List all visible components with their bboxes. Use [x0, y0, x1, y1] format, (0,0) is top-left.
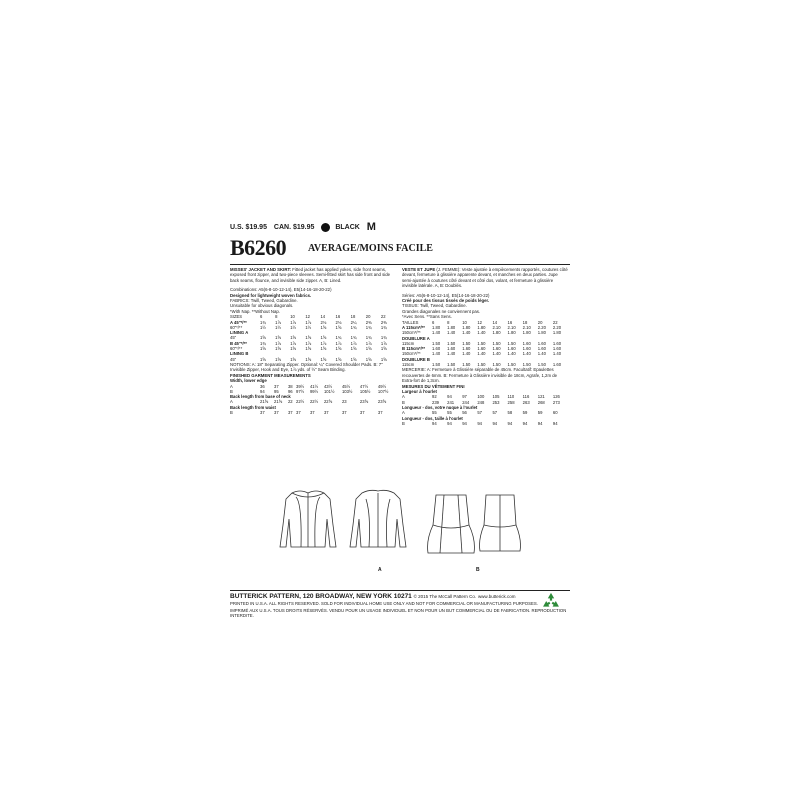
tailles-header-row: TAILLES 6 8 10 12 14 16 18 20 22	[402, 319, 558, 325]
table-row: 60"*/** 1⅝ 1⅝ 1⅝ 1⅝ 1⅝ 1⅝ 1⅝ 1⅝ 1⅝	[230, 346, 387, 352]
jacket-front-drawing	[280, 491, 336, 547]
diagonals: Grandes diagonales ne conviennent pas.	[402, 308, 481, 314]
yardage-table-en	[230, 314, 396, 362]
yardage-table-fr	[402, 320, 568, 368]
table-row: 45" 1⅝ 1⅝ 1⅝ 1⅝ 1⅝ 1¾ 1¾ 1¾ 1¾	[230, 335, 387, 341]
back-neck-title: Back length from base of neck	[230, 394, 291, 400]
table-row: A 92 94 97 100 105 110 116 121 126	[402, 394, 560, 400]
width-title: Width, lower edge	[230, 378, 267, 384]
table-row: A 45"*/** 1¾ 1⅞ 1⅞ 1⅞ 2⅛ 2⅛ 2¼ 2⅜ 2⅜	[230, 319, 387, 325]
technical-drawings	[270, 485, 530, 605]
table-row: 115cm 1.50 1.50 1.50 1.50 1.50 1.50 1.50 1.50 1.60	[402, 362, 562, 368]
header-divider	[230, 264, 570, 265]
size-code: M	[366, 221, 376, 233]
description-en: Fitted jacket has applied yokes, side front seams, exposed front zipper, and two-piece sleeves. Semi-fitted skirt has side front and side back seams, flounce, and invisible side zipper. A, B: Lined.	[230, 267, 391, 283]
sens-note: *Avec Sens. **Sans Sens.	[402, 314, 452, 320]
website: www.butterick.com	[477, 594, 516, 599]
title-fr: VESTE ET JUPE	[402, 267, 436, 272]
lining-a-label: LINING A	[230, 330, 249, 336]
publisher: BUTTERICK PATTERN, 120 BROADWAY, NEW YORK 10271	[230, 593, 412, 600]
table-row: A 21⅝ 21⅝ 22 22½ 22½ 22⅝ 23 23⅝ 23⅝	[230, 399, 387, 405]
combinations: Combinations: A5(6-8-10-12-14), E5(14-16-18-20-22)	[230, 287, 332, 293]
back-waist-title: Back length from waist	[230, 404, 276, 410]
table-row: B 115cm*/** 1.60 1.60 1.60 1.60 1.60 1.60 1.60 1.60 1.60	[402, 346, 562, 352]
table-row: B 239 241 244 248 253 258 263 268 273	[402, 399, 560, 405]
pattern-back-sheet	[230, 215, 570, 573]
table-row: B 94 94 94 94 94 94 94 94 94	[402, 420, 558, 426]
mesures-title: MESURES DU VÊTEMENT FINI	[402, 383, 465, 389]
table-row: 150cm*/** 1.40 1.40 1.40 1.40 1.80 1.80 1.80 1.80 1.80	[402, 330, 562, 336]
price-us: U.S. $19.95	[230, 223, 267, 231]
longueur-neck-title: Longueur - dos, votre nuque à l'ourlet	[402, 404, 478, 410]
fabrics: FABRICS: Twill, Tweed, Gabardine.	[230, 298, 298, 304]
garment-line-drawings	[270, 485, 530, 575]
pattern-number: B6260	[230, 235, 287, 260]
table-row: B 37 37 37 37 37 37 37 37 37	[230, 410, 383, 416]
sizes-header-row: SIZES 6 8 10 12 14 16 18 20 22	[230, 314, 386, 320]
lining-b-label: LINING B	[230, 351, 249, 357]
table-row: A 36 37 38 39½ 41½ 43½ 45½ 47½ 49½	[230, 383, 387, 389]
table-row: A 115cm*/** 1.80 1.80 1.80 1.80 2.10 2.10 2.10 2.20 2.20	[402, 324, 562, 330]
designed-for: Designed for lightweight woven fabrics.	[230, 292, 312, 298]
skirt-back-drawing	[480, 495, 521, 551]
tissus: TISSUS: Twill, Tweed, Gabardine.	[402, 303, 467, 309]
rights-fr: IMPRIMÉ AUX U.S.A. TOUS DROITS RÉSERVÉS. VENDU POUR UN USAGE INDIVIDUEL ET NON POUR UN BUT COMMERCIAL OU DE FABRICATION. REPRODUCTION INTERDITE.	[230, 607, 567, 619]
copyright: © 2015 The McCall Pattern Co.	[413, 594, 477, 599]
table-row: B 45"*/** 1¾ 1⅞ 1⅞ 1⅞ 1⅞ 1⅞ 1⅞ 1⅞ 1⅞	[230, 340, 387, 346]
doublure-b-label: DOUBLURE B	[402, 356, 430, 362]
title-fr-sub: (J. FEMME):	[436, 267, 461, 272]
skirt-front-drawing	[428, 495, 475, 553]
notions: NOTIONS: A: 18" Separating Zipper. Optional: ¼" Covered Shoulder Pads. B: 7" Invisible Zipper, Hook and Eye, 1⅞ yds. of ½" Seam Binding.	[230, 361, 383, 373]
series: Séries: A5(6-8-10-12-14), E5(14-16-18-20-22)	[402, 292, 490, 298]
table-row: 45" 1⅝ 1⅝ 1⅝ 1⅝ 1⅝ 1⅝ 1⅝ 1⅝ 1⅝	[230, 356, 387, 362]
created-for: Créé pour des tissus tissés de poids léger.	[402, 298, 490, 304]
finished-measurements-title: FINISHED GARMENT MEASUREMENTS	[230, 372, 311, 378]
title-en: MISSES' JACKET AND SKIRT:	[230, 267, 292, 272]
table-row: 115cm 1.50 1.50 1.50 1.50 1.50 1.50 1.60 1.60 1.60	[402, 340, 562, 346]
price-row	[230, 221, 381, 233]
drawing-label-a: A	[378, 567, 382, 573]
description-fr: Veste ajustée à empiècements rapportés, coutures côté devant, fermeture à glissière apparente devant, et manches en deux parties. Jupe semi-ajustée à coutures côté devant et côté dos, volant, et fermeture à glissière invisible latérale. A, B: Doublés.	[402, 267, 568, 289]
price-can: CAN. $19.95	[273, 223, 315, 231]
table-row: A 55 55 56 57 57 58 59 59 60	[402, 410, 558, 416]
measurements-table-fr	[402, 394, 568, 426]
recycle-icon	[540, 591, 562, 613]
measurements-table-en	[230, 384, 396, 416]
english-column	[230, 267, 396, 415]
footer	[230, 590, 570, 619]
difficulty-label: AVERAGE/MOINS FACILE	[308, 243, 433, 254]
jacket-back-drawing	[350, 490, 406, 547]
doublure-a-label: DOUBLURE A	[402, 335, 430, 341]
publisher-line	[230, 590, 570, 600]
longueur-waist-title: Longueur - dos, taille à l'ourlet	[402, 415, 463, 421]
table-row: 150cm*/** 1.40 1.40 1.40 1.40 1.40 1.40 1.40 1.40 1.40	[402, 351, 562, 357]
black-dot-icon	[321, 223, 330, 232]
largeur-title: Largeur à l'ourlet	[402, 388, 437, 394]
nap-note: *With Nap. **Without Nap.	[230, 308, 280, 314]
rights-en: PRINTED IN U.S.A. ALL RIGHTS RESERVED. SOLD FOR INDIVIDUAL HOME USE ONLY AND NOT FOR COMMERCIAL OR MANUFACTURING PURPOSES.	[230, 601, 538, 606]
color-label: BLACK	[335, 223, 360, 231]
unsuitable: Unsuitable for obvious diagonals.	[230, 303, 294, 309]
drawing-label-b: B	[476, 567, 480, 573]
table-row: 60"*/** 1½ 1½ 1½ 1½ 1⅝ 1⅝ 1¾ 1¾ 1¾	[230, 324, 387, 330]
mercerie: MERCERIE: A: Fermeture à Glissière séparable de 45cm. Facultatif: Epaulettes recouvertes de 6mm. B: Fermeture à Glissière invisible de 18cm, Agrafe, 1,2m de Extra-fort de 1,3cm.	[402, 367, 557, 384]
table-row: B 94 95 96 97½ 99½ 101½ 103½ 105½ 107½	[230, 388, 389, 394]
french-column	[402, 267, 568, 426]
